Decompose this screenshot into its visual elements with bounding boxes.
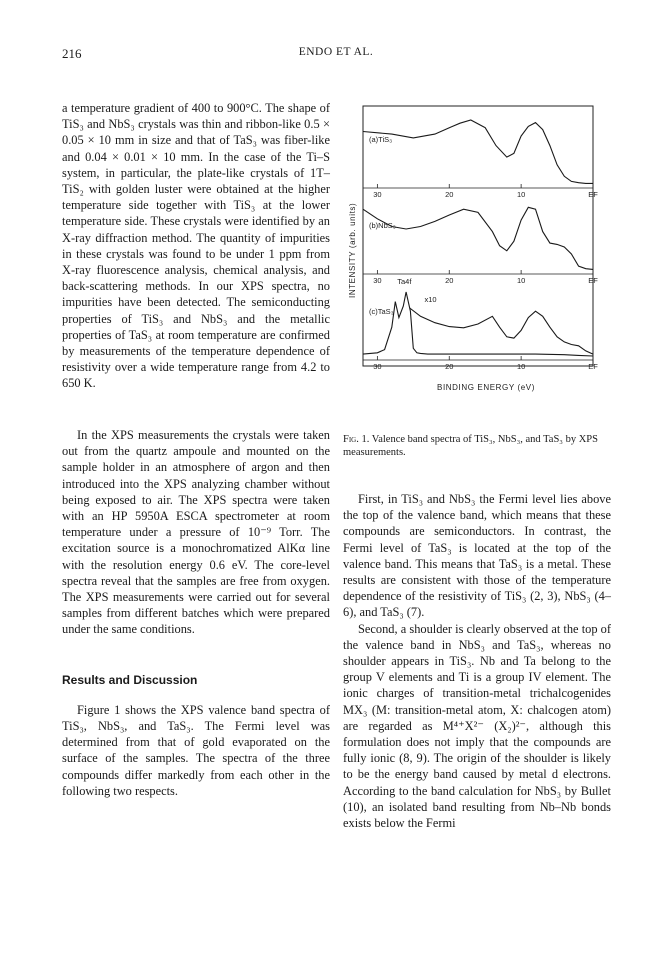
annotation-ta4f: Ta4f <box>397 277 412 286</box>
tick-label: 10 <box>516 190 526 199</box>
tick-label: 10 <box>516 362 526 371</box>
tick-label: 30 <box>373 276 382 285</box>
plot-frame <box>363 106 593 366</box>
tick-label: 30 <box>373 190 382 199</box>
left-column-top <box>62 100 330 392</box>
right-column <box>343 491 611 831</box>
panel-label: (c)TaS₃ <box>369 307 394 316</box>
tick-label: 20 <box>445 276 454 285</box>
paragraph: In the XPS measurements the crystals were taken out from the quartz ampoule and mounted on the sample holder in an atmosphere of argon and then introduced into the XPS analyzing chamber without being exposed to air. The XPS spectra were taken with an HP 5950A ESCA spectrometer at room temperature under a pressure of 10⁻⁹ Torr. The excitation source is a monochromatized AlKα line with the resolution energy 0.6 eV. The core-level spectra reveal that the samples are free from oxygen. The XPS measurements were carried out for several samples from different batches which were prepared under the same conditions. <box>62 428 330 637</box>
left-column-bottom <box>62 427 330 799</box>
valence-band-chart <box>343 98 603 428</box>
annotation-x10: x10 <box>424 295 437 304</box>
tick-label: 20 <box>445 362 454 371</box>
tick-label: 10 <box>516 276 526 285</box>
caption-text: Valence band spectra of TiS₃, NbS₃, and TaS₃ by XPS measurements. <box>343 434 598 458</box>
tick-label: EF <box>588 362 598 371</box>
section-heading: Results and Discussion <box>62 672 198 687</box>
caption-label: Fig. 1. <box>343 434 370 445</box>
tick-label: 30 <box>373 362 382 371</box>
y-axis-label: INTENSITY (arb. units) <box>348 202 357 298</box>
spectrum-line <box>410 308 593 354</box>
paragraph: Figure 1 shows the XPS valence band spectra of TiS₃, NbS₃, and TaS₃. The Fermi level was determined from that of gold evaporated on the surface of the samples. The spectra of the three compounds differ markedly from each other in the following two respects. <box>62 702 330 798</box>
paragraph: Second, a shoulder is clearly observed at the top of the valence band in NbS₃ and TaS₃, whereas no shoulder appears in TiS₃. Nb and Ta belong to the group V elements and Ti is a group IV element. The ionic charges of transition-metal trichalcogenides MX₃ (M: transition-metal atom, X: chalcogen atom) are regarded as M⁴⁺X²⁻ (X₂)²⁻, although this formulation does not imply that the compounds are fully ionic (8, 9). The origin of the shoulder is likely to be the energy band caused by metal d electrons. According to the band calculation for NbS₃ by Bullet (10), an isolated band resulting from Nb–Nb bonds exists below the Fermi <box>343 621 611 831</box>
paragraph: First, in TiS₃ and NbS₃ the Fermi level lies above the top of the valence band, which means that these compounds are semiconductors. In contrast, the Fermi level of TaS₃ is located at the top of the valence band. This means that TaS₃ is a metal. These results are consistent with those of the temperature dependence of the resistivity of TiS₃ (2, 3), NbS₃ (4–6), and TaS₃ (7). <box>343 492 611 620</box>
tick-label: 20 <box>445 190 454 199</box>
tick-label: EF <box>588 276 598 285</box>
x-axis-label: BINDING ENERGY (eV) <box>437 383 535 392</box>
page-number: 216 <box>62 46 82 61</box>
running-head: ENDO ET AL. <box>298 46 374 58</box>
spectrum-line <box>363 207 593 269</box>
panel-label: (b)NbS₃ <box>369 221 396 230</box>
figure-1 <box>343 98 603 458</box>
tick-label: EF <box>588 190 598 199</box>
spectrum-line <box>363 120 593 183</box>
figure-caption <box>343 433 611 459</box>
paragraph: a temperature gradient of 400 to 900°C. The shape of TiS₃ and NbS₃ crystals was thin and ribbon-like 0.5 × 0.05 × 10 mm in size and that of TaS₃ was fiber-like and 0.04 × 0.01 × 10 mm. In the case of the Ti–S system, in particular, the plate-like crystals of 1T–TiS₂ with golden luster were obtained at the higher temperature side together with TiS₃ at the lower temperature side. These crystals were identified by an X-ray diffraction method. The quantity of impurities in these crystals was found to be under 1 ppm from X-ray fluorescence analysis, chemical analysis, and back-scattering methods. In our XPS spectra, no impurities have been detected. The semiconducting properties of TiS₃ and NbS₃ and the metallic properties of TaS₃ at room temperature are confirmed by measurements of the temperature dependence of resistivity over a wide temperature range from 4.2 to 650 K. <box>62 101 330 391</box>
panel-label: (a)TiS₃ <box>369 135 393 144</box>
